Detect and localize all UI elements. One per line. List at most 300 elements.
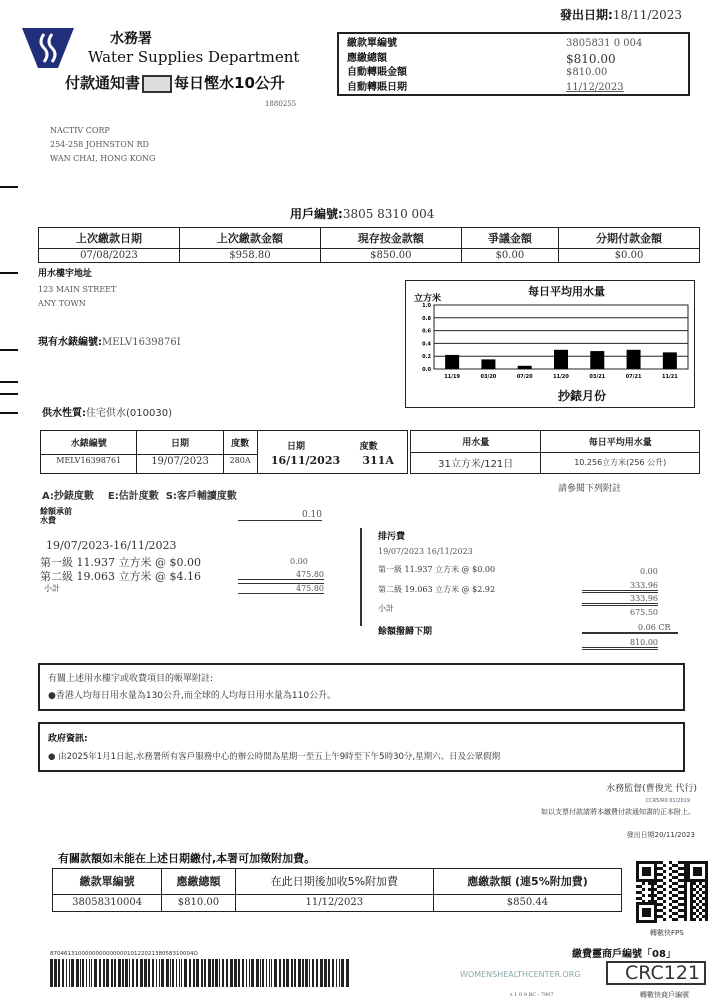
qr-module <box>681 885 684 888</box>
qr-module <box>636 897 639 900</box>
barcode-bar <box>50 959 53 987</box>
table-cell: 31立方米/121日 <box>411 452 541 474</box>
issue-date-label: 發出日期: <box>560 8 613 22</box>
premises-label: 用水樓宇地址 <box>38 269 93 279</box>
barcode-bar <box>170 959 171 987</box>
bar <box>554 350 568 369</box>
barcode-bar <box>125 959 128 987</box>
barcode-bar <box>238 959 240 987</box>
qr-module <box>705 909 708 912</box>
barcode-bar <box>242 959 244 987</box>
barcode-bar <box>302 959 304 987</box>
qr-module <box>654 888 657 891</box>
x-tick-label: 11/19 <box>444 374 461 380</box>
table-header: 爭議金額 <box>461 228 558 249</box>
barcode-bar <box>179 959 180 987</box>
qr-module <box>672 864 675 867</box>
qr-finder <box>642 908 651 917</box>
sewage-tier: 第一級 11.937 立方米 @ $0.00 <box>378 565 496 574</box>
water-subtotal: 475.80 <box>238 583 324 594</box>
qr-module <box>660 885 663 888</box>
meter-reading-table <box>40 430 408 474</box>
qr-module <box>672 876 675 879</box>
chart-plot <box>406 281 694 407</box>
address-line: 123 MAIN STREET <box>38 285 117 294</box>
barcode-bar <box>320 959 323 987</box>
barcode-bar <box>99 959 101 987</box>
slogan: 每日慳水10公升 <box>174 74 285 92</box>
sewage-tier-value: 0.00 <box>640 567 658 576</box>
notes-title: 有關上述用水樓宇或收費項目的帳單附註: <box>48 674 214 684</box>
meter-value: MELV1639876I <box>102 337 181 348</box>
qr-module <box>672 918 675 921</box>
qr-module <box>660 903 663 906</box>
sewage-title: 排污費 <box>378 532 406 542</box>
qr-module <box>684 876 687 879</box>
barcode-number: 87046131000000000000001012202138058310004O <box>50 951 198 957</box>
qr-module <box>690 918 693 921</box>
qr-module <box>684 906 687 909</box>
table-header: 應繳款額 (連5%附加費) <box>433 869 621 895</box>
summary-label: 自動轉賬金額 <box>347 67 407 78</box>
qr-module <box>699 912 702 915</box>
qr-module <box>693 912 696 915</box>
qr-module <box>681 867 684 870</box>
barcode-bar <box>122 959 124 987</box>
issue-date <box>560 6 682 23</box>
barcode-bar <box>140 959 143 987</box>
qr-module <box>690 915 693 918</box>
qr-module <box>669 909 672 912</box>
qr-module <box>690 882 693 885</box>
barcode-bar <box>230 959 233 987</box>
barcode-bar <box>103 959 105 987</box>
qr-module <box>648 894 651 897</box>
fps-label: 轉數快FPS <box>650 929 684 937</box>
usage-table <box>410 430 700 474</box>
margin-mark <box>0 272 18 274</box>
qr-module <box>642 894 645 897</box>
qr-finder <box>693 867 702 876</box>
qr-module <box>639 885 642 888</box>
surcharge-table <box>52 868 622 912</box>
chart-ylabel: 立方米 <box>414 294 442 304</box>
payment-history-table <box>38 227 700 263</box>
qr-module <box>660 873 663 876</box>
qr-module <box>669 873 672 876</box>
table-cell: 19/07/2023 <box>137 455 223 474</box>
premises-address <box>38 283 116 311</box>
y-tick-label: 0.4 <box>422 341 431 348</box>
qr-module <box>684 891 687 894</box>
table-header: 每日平均用水量 <box>541 431 700 453</box>
qr-module <box>669 861 672 864</box>
barcode-bar <box>69 959 70 987</box>
fps-qr-code-icon[interactable] <box>636 861 708 923</box>
barcode-bar <box>298 959 301 987</box>
barcode-bar <box>58 959 60 987</box>
qr-module <box>681 903 684 906</box>
chart-title: 每日平均用水量 <box>528 285 605 298</box>
barcode-bar <box>148 959 150 987</box>
qr-module <box>699 906 702 909</box>
surcharge-note: 有關款額如未能在上述日期繳付,本署可加徵附加費。 <box>58 852 316 865</box>
summary-labels <box>347 37 407 95</box>
qr-module <box>669 915 672 918</box>
qr-module <box>657 885 660 888</box>
qr-module <box>690 885 693 888</box>
table-cell: 07/08/2023 <box>39 249 180 263</box>
qr-module <box>684 879 687 882</box>
qr-module <box>684 894 687 897</box>
sewage-sub: 333.96 <box>582 594 658 606</box>
qr-module <box>705 891 708 894</box>
qr-module <box>648 882 651 885</box>
qr-module <box>690 909 693 912</box>
qr-module <box>684 861 687 864</box>
barcode-bar <box>204 959 206 987</box>
qr-module <box>675 882 678 885</box>
qr-module <box>681 915 684 918</box>
qr-module <box>678 879 681 882</box>
barcode-bar <box>316 959 318 987</box>
signature: 水務監督(曹俊光 代行) <box>606 784 697 794</box>
qr-module <box>651 894 654 897</box>
x-tick-label: 03/21 <box>589 374 606 380</box>
table-cell: MELV16398761 <box>41 455 137 474</box>
balance-value: 0.10 <box>238 510 322 521</box>
barcode-bar <box>274 959 277 987</box>
qr-module <box>669 891 672 894</box>
label: 水費 <box>40 516 56 525</box>
barcode-bar <box>181 959 182 987</box>
qr-module <box>696 909 699 912</box>
water-tier: 第二級 19.063 立方米 @ $4.16 <box>40 570 201 583</box>
y-tick-label: 0.8 <box>422 315 431 322</box>
barcode-bar <box>136 959 138 987</box>
recipient-address <box>50 124 155 166</box>
qr-module <box>693 894 696 897</box>
qr-module <box>684 912 687 915</box>
qr-module <box>684 885 687 888</box>
barcode-bar <box>336 959 337 987</box>
qr-module <box>699 888 702 891</box>
barcode-bar <box>222 959 224 987</box>
barcode-bar <box>312 959 314 987</box>
qr-module <box>705 885 708 888</box>
sewage-tier: 第二級 19.063 立方米 @ $2.92 <box>378 585 496 594</box>
qr-module <box>660 897 663 900</box>
qr-module <box>636 891 639 894</box>
see-notes: 請參閱下列附註 <box>558 484 622 494</box>
qr-module <box>681 909 684 912</box>
qr-module <box>663 894 666 897</box>
water-tier: 第一級 11.937 立方米 @ $0.00 <box>40 556 201 569</box>
supply-type <box>42 404 172 419</box>
issue-date-2: 發出日期20/11/2023 <box>626 831 695 839</box>
qr-module <box>672 906 675 909</box>
qr-module <box>693 918 696 921</box>
qr-module <box>660 861 663 864</box>
barcode-bar <box>118 959 121 987</box>
x-tick-label: 07/21 <box>625 374 642 380</box>
qr-module <box>681 873 684 876</box>
table-cell: $958.80 <box>179 249 320 263</box>
qr-module <box>675 894 678 897</box>
barcode-bar <box>193 959 195 987</box>
qr-module <box>684 867 687 870</box>
barcode-bar <box>189 959 191 987</box>
y-tick-label: 0.2 <box>422 354 431 361</box>
qr-module <box>669 897 672 900</box>
barcode-bar <box>196 959 199 987</box>
barcode-bar <box>91 959 92 987</box>
qr-module <box>681 891 684 894</box>
summary-box <box>337 32 690 96</box>
barcode-bar <box>208 959 211 987</box>
qr-module <box>648 888 651 891</box>
qr-module <box>705 912 708 915</box>
qr-module <box>681 879 684 882</box>
qr-module <box>705 903 708 906</box>
bill-number: 3805831 0 004 <box>566 38 643 49</box>
qr-module <box>702 903 705 906</box>
qr-module <box>690 897 693 900</box>
autopay-amount: $810.00 <box>566 67 608 78</box>
table-header: 日期 <box>137 431 223 455</box>
qr-module <box>690 900 693 903</box>
barcode-bar <box>309 959 310 987</box>
qr-module <box>663 882 666 885</box>
barcode-bar <box>159 959 160 987</box>
barcode-bar <box>152 959 154 987</box>
qr-module <box>639 891 642 894</box>
footer-code: s 1 0 9 BC - 7907 <box>510 992 554 998</box>
qr-module <box>657 891 660 894</box>
current-reading-cell <box>257 431 407 474</box>
qr-module <box>636 885 639 888</box>
payer-code: CRC121 <box>606 961 706 985</box>
qr-module <box>657 903 660 906</box>
qr-module <box>684 897 687 900</box>
divider <box>360 528 362 626</box>
qr-module <box>699 882 702 885</box>
water-subtotal-label: 小計 <box>44 584 60 593</box>
cheque-note: 如以支票付款請將本繳費付款通知書的正本附上。 <box>541 808 695 816</box>
supply-type-label: 供水性質: <box>42 408 86 419</box>
barcode-bar <box>172 959 174 987</box>
form-ref: CCR5/R0 01/2019 <box>645 798 690 804</box>
qr-module <box>684 864 687 867</box>
footer-label: 轉數快商戶編號 <box>640 991 689 999</box>
bar <box>481 359 495 369</box>
qr-module <box>684 882 687 885</box>
qr-module <box>639 897 642 900</box>
qr-module <box>681 861 684 864</box>
qr-module <box>684 903 687 906</box>
barcode-bar <box>106 959 109 987</box>
qr-module <box>663 900 666 903</box>
address-line: 254-258 JOHNSTON RD <box>50 140 149 149</box>
table-cell: 11/12/2023 <box>235 894 433 911</box>
qr-module <box>642 882 645 885</box>
meter-number <box>38 333 181 348</box>
qr-module <box>654 894 657 897</box>
qr-module <box>657 867 660 870</box>
bar <box>663 352 677 369</box>
qr-module <box>705 882 708 885</box>
table-header: 在此日期後加收5%附加費 <box>235 869 433 895</box>
gov-info-title: 政府資訊: <box>48 734 88 744</box>
barcode-bar <box>283 959 285 987</box>
watermark: WOMENSHEALTHCENTER.ORG <box>460 970 581 979</box>
bar <box>518 366 532 369</box>
qr-module <box>678 861 681 864</box>
qr-module <box>678 903 681 906</box>
current-date: 16/11/2023 <box>270 454 341 467</box>
qr-module <box>705 888 708 891</box>
qr-module <box>684 915 687 918</box>
qr-module <box>663 864 666 867</box>
qr-module <box>663 888 666 891</box>
qr-module <box>690 912 693 915</box>
campaign-logo-icon <box>142 75 172 93</box>
barcode-bar <box>76 959 79 987</box>
carry-label: 餘額撥歸下期 <box>378 627 433 637</box>
qr-module <box>684 873 687 876</box>
table-cell: $850.00 <box>320 249 461 263</box>
margin-mark <box>0 393 18 395</box>
qr-module <box>663 912 666 915</box>
barcode-bar <box>111 959 113 987</box>
barcode-bar <box>201 959 203 987</box>
qr-module <box>705 918 708 921</box>
qr-module <box>678 897 681 900</box>
qr-module <box>663 906 666 909</box>
table-header: 度數 <box>359 442 378 452</box>
carry-value: 0.06 CR <box>582 623 678 634</box>
chart-xlabel: 抄錶月份 <box>558 389 607 403</box>
qr-module <box>699 900 702 903</box>
qr-module <box>672 888 675 891</box>
amount-due: 810.00 <box>582 638 658 650</box>
label: 餘額承前 <box>40 507 72 516</box>
account-label: 用戶編號: <box>290 207 343 221</box>
barcode-bar <box>54 959 57 987</box>
summary-label: 繳款單編號 <box>347 38 397 49</box>
table-header: 水錶編號 <box>41 431 137 455</box>
table-cell: $850.44 <box>433 894 621 911</box>
qr-module <box>684 870 687 873</box>
qr-module <box>669 903 672 906</box>
usage-chart <box>405 280 695 408</box>
qr-module <box>690 906 693 909</box>
form-code: 1880255 <box>265 100 297 108</box>
sewage-period: 19/07/2023 16/11/2023 <box>378 547 473 556</box>
barcode-bar <box>339 959 340 987</box>
qr-module <box>693 888 696 891</box>
account-number <box>290 205 434 222</box>
qr-module <box>690 888 693 891</box>
barcode-bar <box>249 959 250 987</box>
barcode-bar <box>129 959 130 987</box>
qr-module <box>672 900 675 903</box>
table-cell: 10.256立方米(256 公升) <box>541 452 700 474</box>
x-tick-label: 03/20 <box>480 374 497 380</box>
qr-module <box>660 891 663 894</box>
wsd-logo-icon <box>22 28 74 68</box>
qr-module <box>702 915 705 918</box>
table-cell: $0.00 <box>559 249 700 263</box>
x-tick-label: 07/20 <box>516 374 533 380</box>
barcode-bar <box>286 959 289 987</box>
barcode-bar <box>71 959 74 987</box>
barcode-bar <box>234 959 237 987</box>
qr-module <box>705 894 708 897</box>
qr-module <box>696 903 699 906</box>
x-tick-label: 11/20 <box>553 374 569 380</box>
qr-module <box>693 882 696 885</box>
account-value: 3805 8310 004 <box>342 207 435 221</box>
barcode-bar <box>86 959 87 987</box>
barcode-bar <box>166 959 169 987</box>
barcode-bar <box>262 959 264 987</box>
gov-info-box <box>38 722 685 772</box>
qr-module <box>669 867 672 870</box>
margin-mark <box>0 349 18 351</box>
barcode-bar <box>89 959 90 987</box>
current-reading: 311A <box>362 454 394 467</box>
qr-module <box>651 897 654 900</box>
y-tick-label: 0.6 <box>422 328 431 335</box>
qr-module <box>642 888 645 891</box>
barcode-bar <box>184 959 187 987</box>
barcode-bar <box>251 959 254 987</box>
summary-values <box>566 37 642 95</box>
table-cell: $810.00 <box>162 894 235 911</box>
total-value: 675.50 <box>630 608 658 617</box>
barcode-bar <box>291 959 293 987</box>
qr-module <box>681 897 684 900</box>
margin-mark <box>0 381 18 383</box>
barcode-bar <box>346 959 349 987</box>
qr-module <box>660 879 663 882</box>
barcode-bar <box>80 959 81 987</box>
barcode-bar <box>82 959 84 987</box>
barcode-bar <box>94 959 97 987</box>
payer-code-label: 繳費靈商戶編號「08」 <box>572 949 676 960</box>
qr-module <box>657 909 660 912</box>
barcode-bar <box>269 959 270 987</box>
qr-module <box>675 888 678 891</box>
barcode-bar <box>212 959 214 987</box>
qr-module <box>678 891 681 894</box>
qr-module <box>669 885 672 888</box>
qr-module <box>651 888 654 891</box>
issue-date-value: 18/11/2023 <box>612 8 682 22</box>
reading-code: S:客戶輔讀度數 <box>165 491 237 502</box>
barcode-bar <box>66 959 67 987</box>
barcode-bar <box>332 959 334 987</box>
qr-module <box>663 918 666 921</box>
table-cell: 280A <box>223 455 257 474</box>
qr-module <box>684 909 687 912</box>
qr-module <box>675 912 678 915</box>
notice-title-row <box>65 72 285 93</box>
total-label: 小計 <box>378 604 394 613</box>
barcode-bar <box>279 959 281 987</box>
qr-module <box>702 885 705 888</box>
